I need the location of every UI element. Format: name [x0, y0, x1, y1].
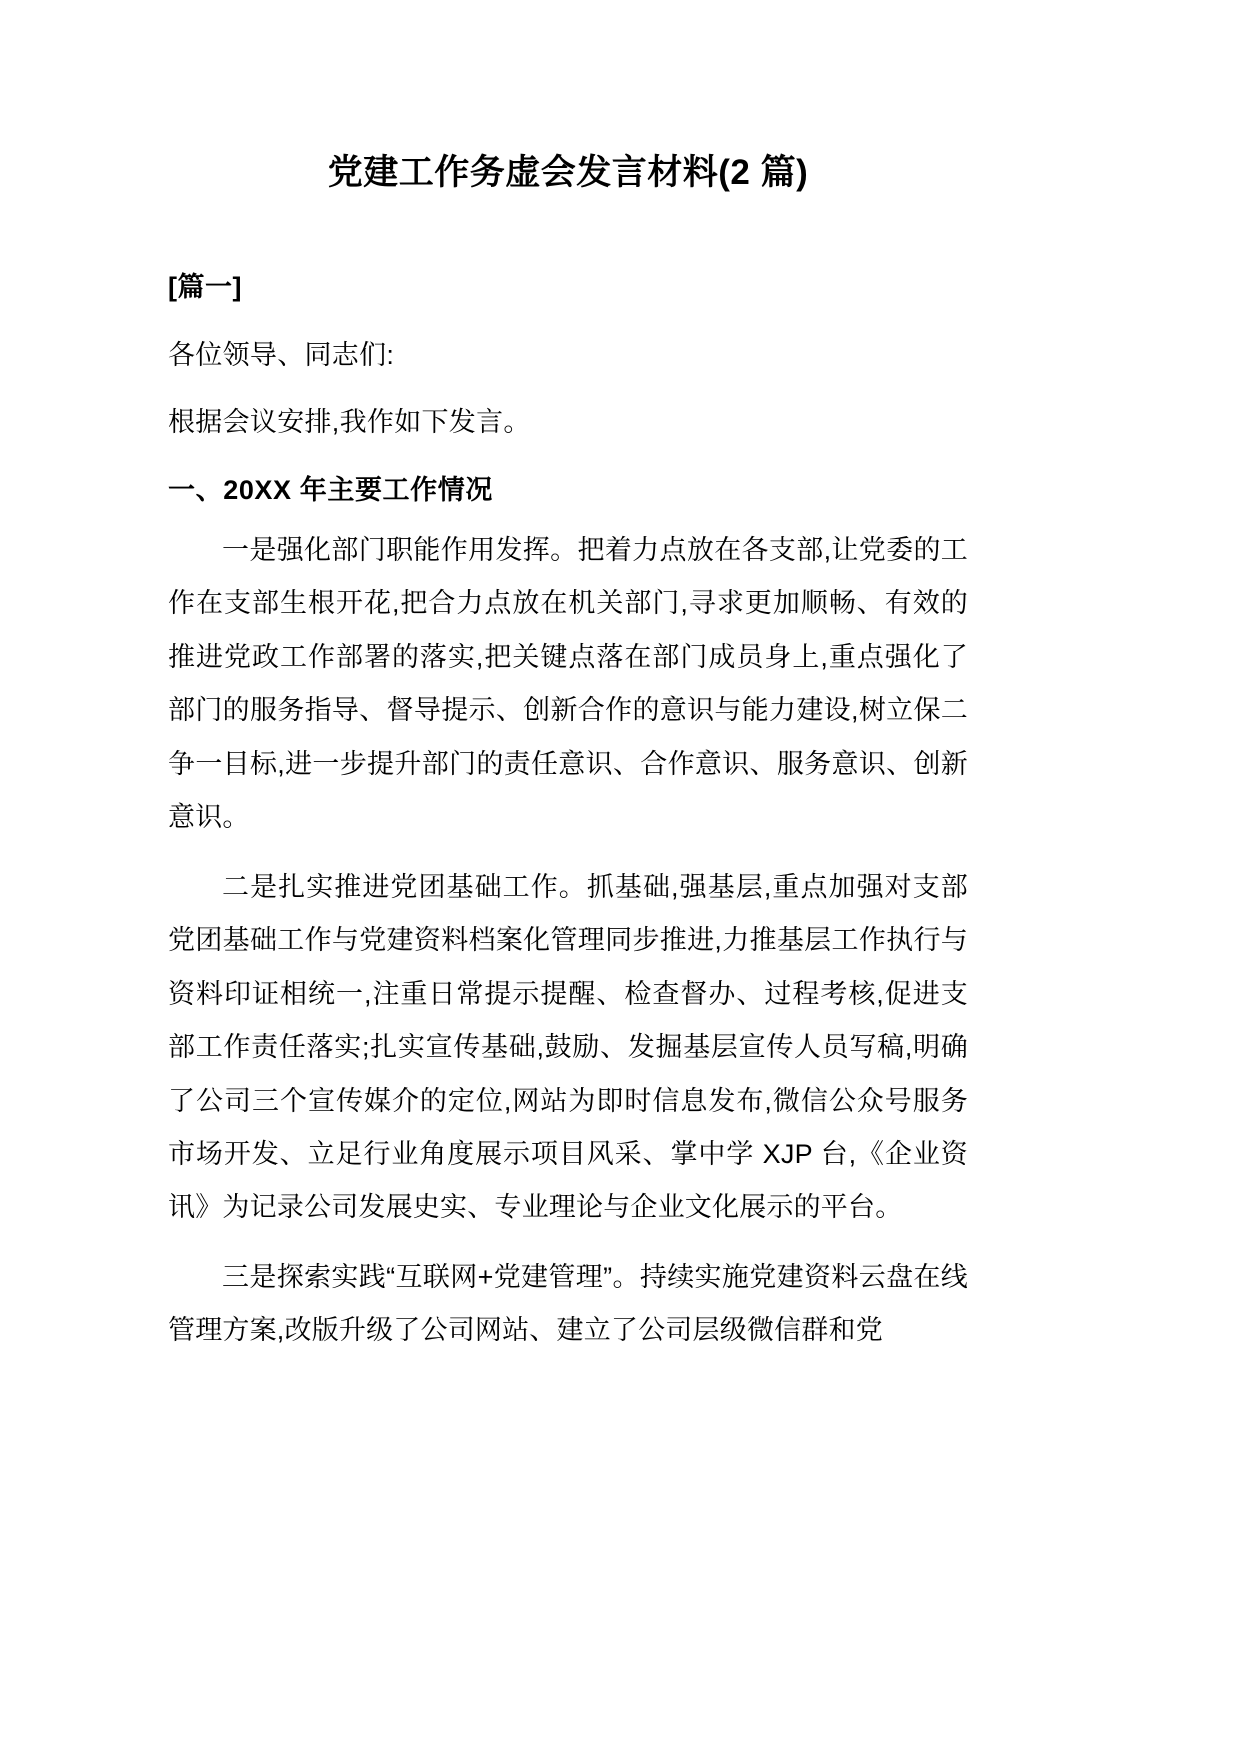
- salutation: 各位领导、同志们:: [168, 339, 395, 370]
- body-paragraph: 三是探索实践“互联网+党建管理”。持续实施党建资料云盘在线管理方案,改版升级了公司网站、建立了公司层级微信群和党: [168, 1261, 968, 1346]
- piece-label: [篇一]: [168, 272, 242, 302]
- section-heading: 一、20XX 年主要工作情况: [168, 474, 493, 505]
- document-content: [168, 0, 968, 1358]
- body-paragraph: 一是强化部门职能作用发挥。把着力点放在各支部,让党委的工作在支部生根开花,把合力点放在机关部门,寻求更加顺畅、有效的推进党政工作部署的落实,把关键点落在部门成员身上,重点强化了部门的服务指导、督导提示、创新合作的意识与能力建设,树立保二争一目标,进一步提升部门的责任意识、合作意识、服务意识、创新意识。: [168, 535, 968, 833]
- page-title: 党建工作务虚会发言材料(2 篇): [327, 153, 809, 192]
- intro-line: 根据会议安排,我作如下发言。: [168, 407, 531, 437]
- body-paragraph: 二是扎实推进党团基础工作。抓基础,强基层,重点加强对支部党团基础工作与党建资料档案化管理同步推进,力推基层工作执行与资料印证相统一,注重日常提示提醒、检查督办、过程考核,促进支部工作责任落实;扎实宣传基础,鼓励、发掘基层宣传人员写稿,明确了公司三个宣传媒介的定位,网站为即时信息发布,微信公众号服务市场开发、立足行业角度展示项目风采、掌中学 XJP 台,《企业资讯》为记录公司发展史实、专业理论与企业文化展示的平台。: [168, 871, 968, 1223]
